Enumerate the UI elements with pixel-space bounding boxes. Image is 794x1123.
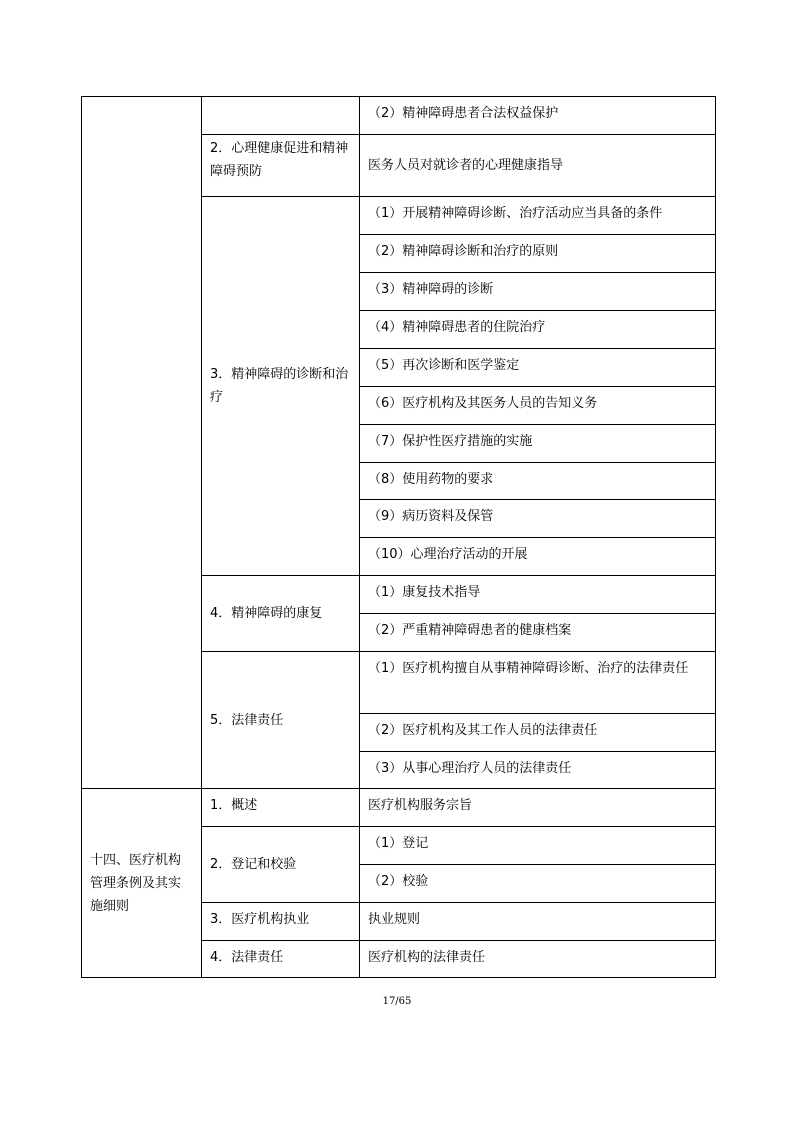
detail-text: （1）医疗机构擅自从事精神障碍诊断、治疗的法律责任 xyxy=(368,661,689,676)
detail-cell xyxy=(360,135,715,196)
detail-cell xyxy=(360,614,715,642)
detail-text: （9）病历资料及保管 xyxy=(368,509,494,524)
detail-cell xyxy=(360,903,715,931)
detail-text: 医务人员对就诊者的心理健康指导 xyxy=(368,158,564,173)
detail-text: （2）校验 xyxy=(368,874,429,889)
detail-text: （4）精神障碍患者的住院治疗 xyxy=(368,320,546,335)
detail-cell xyxy=(360,97,715,125)
detail-text: （5）再次诊断和医学鉴定 xyxy=(368,358,520,373)
detail-text: （10）心理治疗活动的开展 xyxy=(368,547,528,562)
topic-text: 3．医疗机构执业 xyxy=(210,912,310,927)
detail-text: （3）精神障碍的诊断 xyxy=(368,282,494,297)
detail-text: （2）严重精神障碍患者的健康档案 xyxy=(368,623,572,638)
detail-cell xyxy=(360,463,715,491)
topic-text: 4．精神障碍的康复 xyxy=(210,606,323,621)
detail-cell xyxy=(360,752,715,780)
detail-cell xyxy=(360,235,715,263)
topic-cell xyxy=(202,903,359,931)
topic-cell xyxy=(202,137,359,183)
detail-cell xyxy=(360,387,715,415)
detail-cell xyxy=(360,789,715,817)
page-number: 17/65 xyxy=(382,996,412,1007)
detail-cell xyxy=(360,311,715,339)
topic-cell xyxy=(202,652,359,788)
table-border-bottom xyxy=(81,977,716,978)
detail-cell xyxy=(360,349,715,377)
detail-cell xyxy=(360,197,715,225)
detail-text: 医疗机构服务宗旨 xyxy=(368,798,473,813)
detail-cell xyxy=(360,714,715,742)
topic-text: 1．概述 xyxy=(210,798,258,813)
topic-text: 5．法律责任 xyxy=(210,712,284,728)
topic-text: 2．心理健康促进和精神障碍预防 xyxy=(210,141,349,179)
detail-text: （2）精神障碍患者合法权益保护 xyxy=(368,106,559,121)
detail-text: （6）医疗机构及其医务人员的告知义务 xyxy=(368,396,598,411)
topic-cell xyxy=(202,576,359,651)
topic-cell xyxy=(202,197,359,575)
detail-text: （2）医疗机构及其工作人员的法律责任 xyxy=(368,723,598,738)
detail-text: 医疗机构的法律责任 xyxy=(368,950,486,965)
topic-cell xyxy=(202,827,359,902)
detail-cell xyxy=(360,425,715,453)
detail-cell xyxy=(360,827,715,855)
detail-cell xyxy=(360,941,715,969)
detail-text: （1）康复技术指导 xyxy=(368,585,481,600)
detail-cell xyxy=(360,576,715,604)
detail-text: （2）精神障碍诊断和治疗的原则 xyxy=(368,244,559,259)
detail-text: （7）保护性医疗措施的实施 xyxy=(368,434,533,449)
topic-text: 2．登记和校验 xyxy=(210,857,297,872)
detail-cell xyxy=(360,865,715,893)
detail-cell xyxy=(360,500,715,528)
detail-cell xyxy=(360,652,715,680)
detail-text: （3）从事心理治疗人员的法律责任 xyxy=(368,761,572,776)
topic-cell xyxy=(202,941,359,969)
topic-text: 3．精神障碍的诊断和治疗 xyxy=(210,367,349,405)
detail-text: 执业规则 xyxy=(368,912,421,927)
chapter-cell xyxy=(82,789,201,977)
chapter-title: 十四、医疗机构管理条例及其实施细则 xyxy=(90,852,182,914)
detail-cell xyxy=(360,538,715,566)
detail-text: （1）登记 xyxy=(368,836,429,851)
topic-text: 4．法律责任 xyxy=(210,950,284,965)
detail-cell xyxy=(360,273,715,301)
detail-text: （1）开展精神障碍诊断、治疗活动应当具备的条件 xyxy=(368,206,663,221)
topic-cell xyxy=(202,789,359,817)
detail-text: （8）使用药物的要求 xyxy=(368,472,494,487)
